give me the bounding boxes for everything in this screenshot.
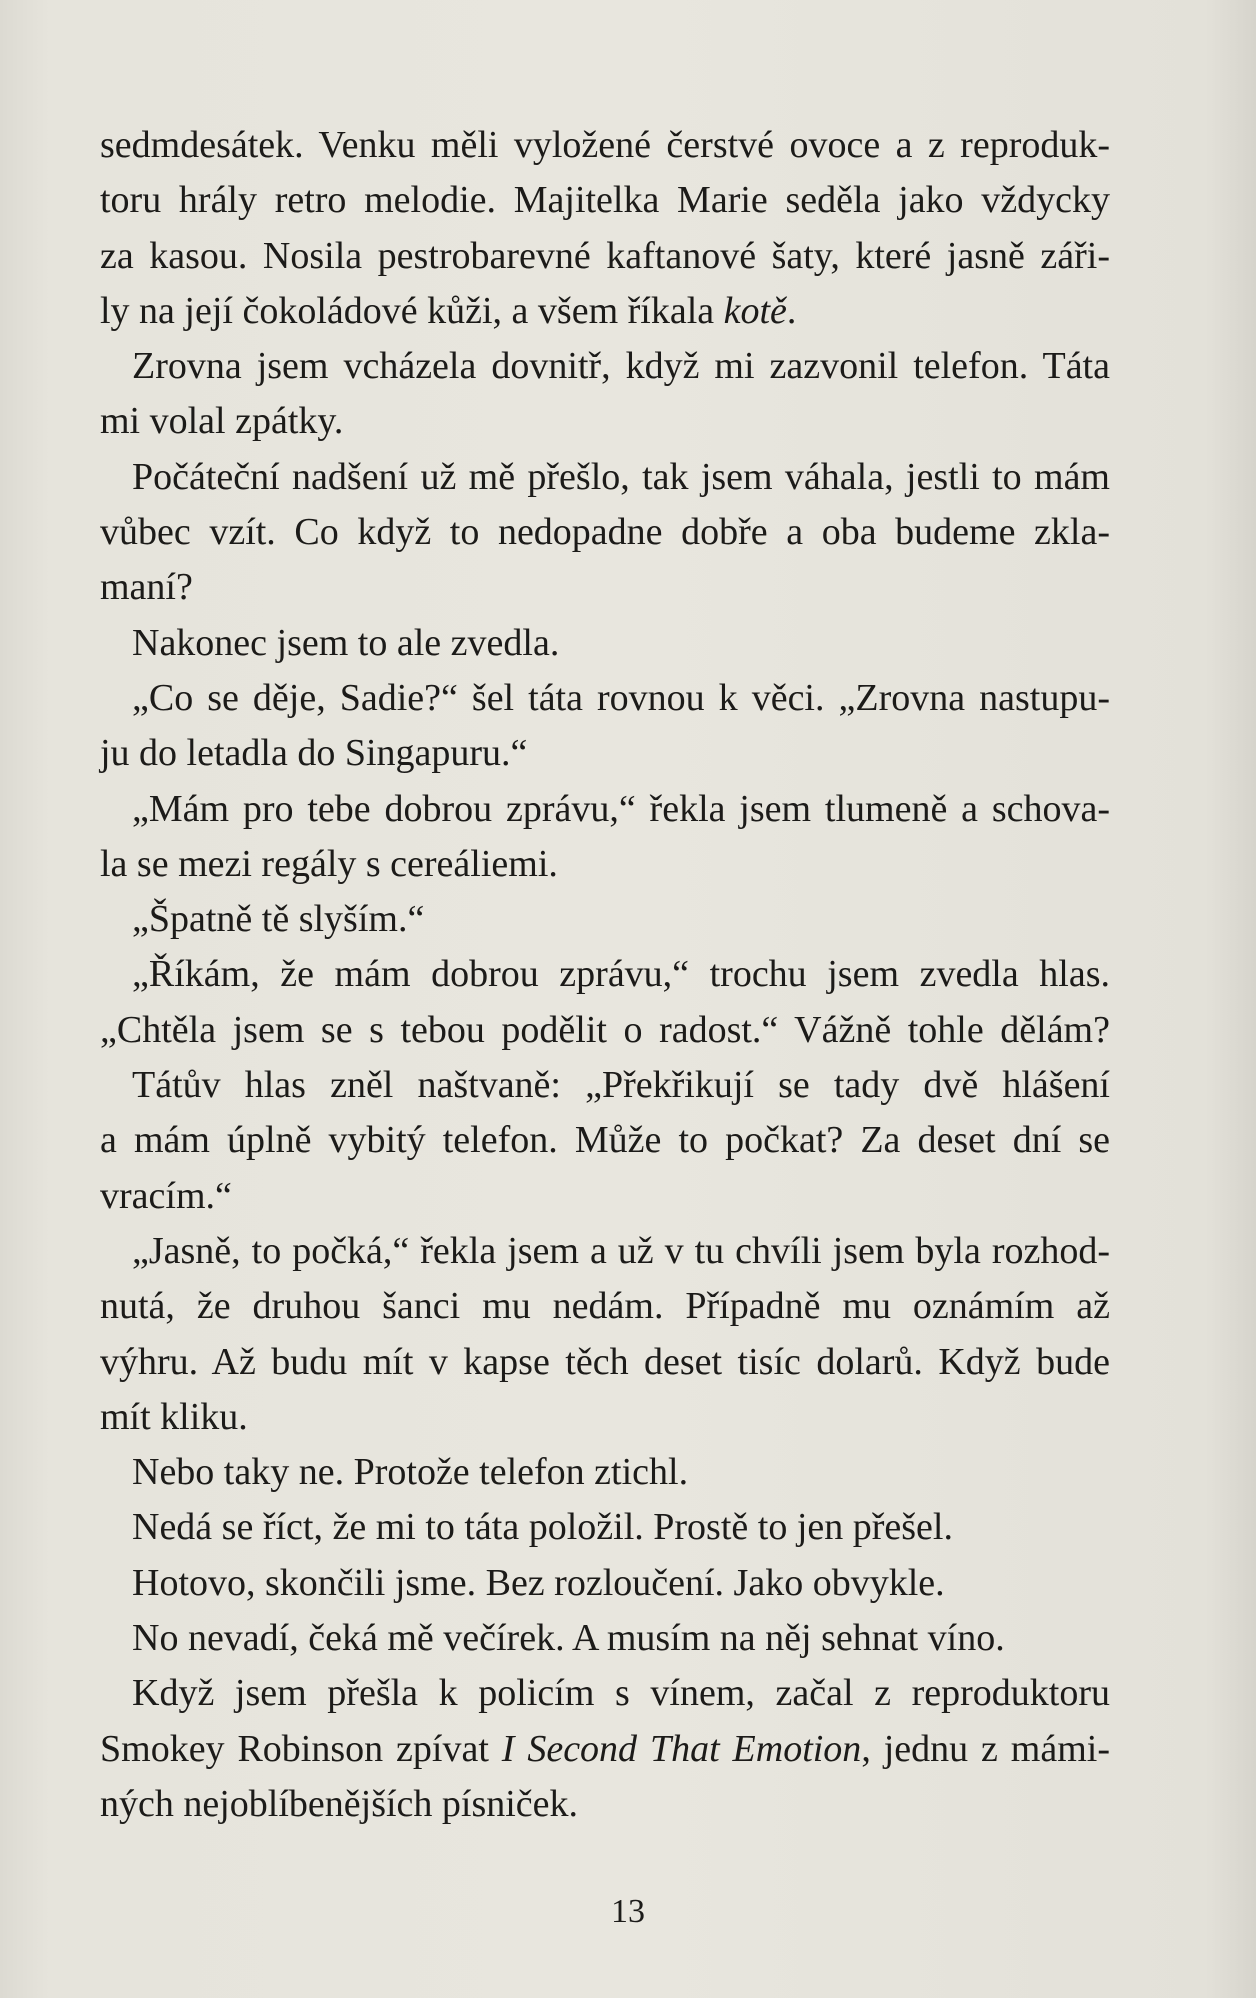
text-line: toru hrály retro melodie. Majitelka Marie seděla jako vždycky — [100, 179, 1110, 222]
italic-word: kotě — [723, 289, 787, 332]
text-line: No nevadí, čeká mě večírek. A musím na něj sehnat víno. — [132, 1617, 1005, 1660]
text-line: Zrovna jsem vcházela dovnitř, když mi zazvonil telefon. Táta — [132, 345, 1110, 388]
text-line: nutá, že druhou šanci mu nedám. Případně mu oznámím až — [100, 1285, 1110, 1328]
text-line: Hotovo, skončili jsme. Bez rozloučení. Jako obvykle. — [132, 1561, 945, 1604]
text-line: mít kliku. — [100, 1395, 248, 1438]
page-number: 13 — [611, 1893, 645, 1930]
text-line: maní? — [100, 566, 193, 609]
text-line: Tátův hlas zněl naštvaně: „Překřikují se tady dvě hlášení — [132, 1064, 1110, 1107]
text-line: Počáteční nadšení už mě přešlo, tak jsem váhala, jestli to mám — [132, 455, 1110, 498]
text-line: „Co se děje, Sadie?“ šel táta rovnou k věci. „Zrovna nastupu- — [132, 676, 1110, 719]
text-line: Když jsem přešla k policím s vínem, začal z reproduktoru — [132, 1672, 1110, 1715]
body-text — [100, 118, 1110, 1832]
text-line: sedmdesátek. Venku měli vyložené čerstvé ovoce a z reproduk- — [100, 124, 1110, 166]
text-line: mi volal zpátky. — [100, 400, 344, 443]
text-line: ly na její čokoládové kůži, a všem říkala kotě. — [100, 289, 797, 332]
text-line: vůbec vzít. Co když to nedopadne dobře a oba budeme zkla- — [100, 511, 1110, 554]
text-line: „Špatně tě slyším.“ — [132, 898, 425, 941]
text-line: vracím.“ — [100, 1174, 232, 1217]
text-line: „Jasně, to počká,“ řekla jsem a už v tu chvíli jsem byla rozhod- — [132, 1229, 1110, 1272]
text-line: „Mám pro tebe dobrou zprávu,“ řekla jsem tlumeně a schova- — [132, 787, 1110, 830]
text-line: výhru. Až budu mít v kapse těch deset tisíc dolarů. Když bude — [100, 1340, 1110, 1383]
text-line: ju do letadla do Singapuru.“ — [100, 732, 528, 775]
text-line: za kasou. Nosila pestrobarevné kaftanové šaty, které jasně záři- — [100, 234, 1110, 277]
text-line: Nakonec jsem to ale zvedla. — [132, 621, 560, 664]
text-line: „Říkám, že mám dobrou zprávu,“ trochu jsem zvedla hlas. — [132, 953, 1110, 996]
italic-song-title: I Second That Emotion — [501, 1727, 862, 1770]
text-line: ných nejoblíbenějších písniček. — [100, 1782, 579, 1825]
text-line: Nebo taky ne. Protože telefon ztichl. — [132, 1451, 689, 1494]
text-line: Nedá se říct, že mi to táta položil. Prostě to jen přešel. — [132, 1506, 953, 1549]
text-line: a mám úplně vybitý telefon. Může to počkat? Za deset dní se — [100, 1119, 1110, 1162]
text-line: la se mezi regály s cereáliemi. — [100, 842, 558, 885]
text-line: „Chtěla jsem se s tebou podělit o radost.“ Vážně tohle dělám? — [100, 1008, 1110, 1051]
text-line: Smokey Robinson zpívat I Second That Emotion, jednu z mámi- — [100, 1727, 1110, 1770]
